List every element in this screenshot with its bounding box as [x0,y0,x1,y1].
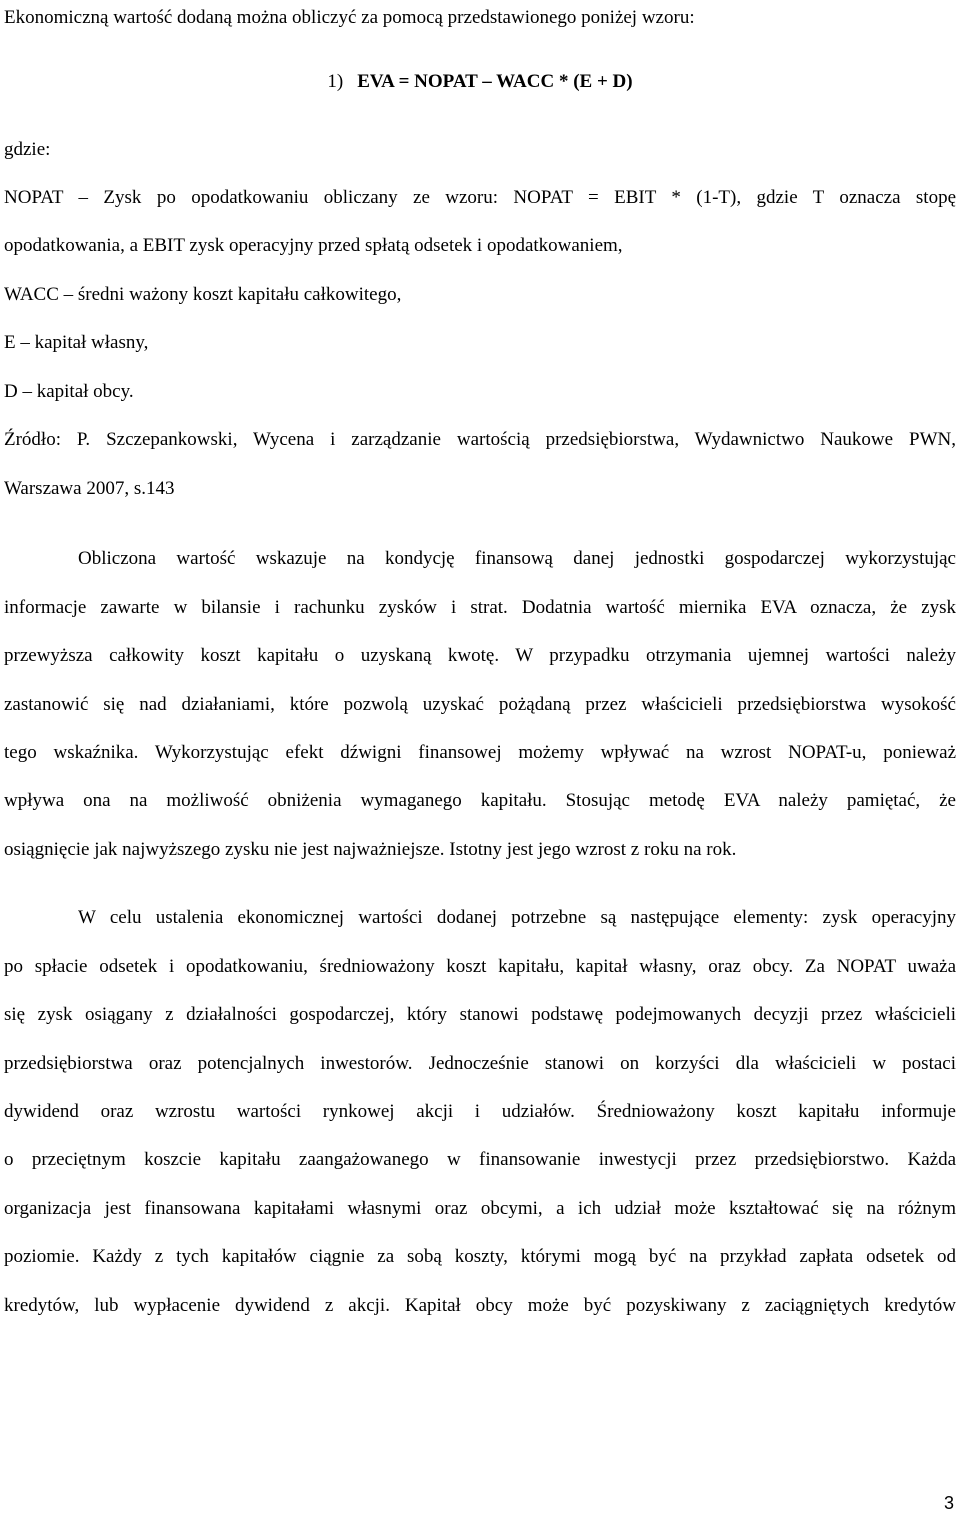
paragraph-line: W celu ustalenia ekonomicznej wartości dodanej potrzebne są następujące elementy: zysk operacyjny [78,907,956,928]
where-label: gdzie: [4,139,51,160]
definition-line: opodatkowania, a EBIT zysk operacyjny przed spłatą odsetek i opodatkowaniem, [4,235,623,256]
definition-line: E – kapitał własny, [4,332,149,353]
formula [4,70,956,94]
paragraph-line: organizacja jest finansowana kapitałami własnymi oraz obcymi, a ich udział może kształtować się na różnym [4,1198,956,1219]
paragraph-line: tego wskaźnika. Wykorzystując efekt dźwigni finansowej możemy wpływać na wzrost NOPAT-u, ponieważ [4,742,956,763]
paragraph-line: informacje zawarte w bilansie i rachunku zysków i strat. Dodatnia wartość miernika EVA oznacza, że zysk [4,597,956,618]
definition-line: D – kapitał obcy. [4,381,134,402]
paragraph-line: dywidend oraz wzrostu wartości rynkowej akcji i udziałów. Średnioważony koszt kapitału informuje [4,1101,956,1122]
paragraph-line: po spłacie odsetek i opodatkowaniu, średnioważony koszt kapitału, kapitał własny, oraz obcy. Za NOPAT uważa [4,956,956,977]
definition-line: WACC – średni ważony koszt kapitału całkowitego, [4,284,402,305]
paragraph-line: zastanowić się nad działaniami, które pozwolą uzyskać pożądaną przez właścicieli przedsiębiorstwa wysokość [4,694,956,715]
paragraph-line: kredytów, lub wypłacenie dywidend z akcji. Kapitał obcy może być pozyskiwany z zaciągniętych kredytów [4,1295,956,1316]
paragraph-line: poziomie. Każdy z tych kapitałów ciągnie za sobą koszty, którymi mogą być na przykład zapłata odsetek od [4,1246,956,1267]
paragraph-line: wpływa ona na możliwość obniżenia wymaganego kapitału. Stosując metodę EVA należy pamiętać, że [4,790,956,811]
paragraph-line: przedsiębiorstwa oraz potencjalnych inwestorów. Jednocześnie stanowi on korzyści dla właścicieli w postaci [4,1053,956,1074]
formula-expression: EVA = NOPAT – WACC * (E + D) [357,71,633,92]
intro-line: Ekonomiczną wartość dodaną można obliczyć za pomocą przedstawionego poniżej wzoru: [4,7,695,28]
definition-line: NOPAT – Zysk po opodatkowaniu obliczany ze wzoru: NOPAT = EBIT * (1-T), gdzie T oznacza stopę [4,187,956,208]
source-line: Warszawa 2007, s.143 [4,478,175,499]
paragraph-line: Obliczona wartość wskazuje na kondycję finansową danej jednostki gospodarczej wykorzystując [78,548,956,569]
paragraph-line: o przeciętnym koszcie kapitału zaangażowanego w finansowanie inwestycji przez przedsiębiorstwo. Każda [4,1149,956,1170]
paragraph-line: przewyższa całkowity koszt kapitału o uzyskaną kwotę. W przypadku otrzymania ujemnej wartości należy [4,645,956,666]
formula-number: 1) [327,71,344,92]
paragraph-line: osiągnięcie jak najwyższego zysku nie jest najważniejsze. Istotny jest jego wzrost z roku na rok. [4,839,737,860]
source-line: Źródło: P. Szczepankowski, Wycena i zarządzanie wartością przedsiębiorstwa, Wydawnictwo Naukowe PWN, [4,429,956,450]
paragraph-line: się zysk osiągany z działalności gospodarczej, który stanowi podstawę podejmowanych decyzji przez właścicieli [4,1004,956,1025]
page-number: 3 [943,1493,954,1513]
